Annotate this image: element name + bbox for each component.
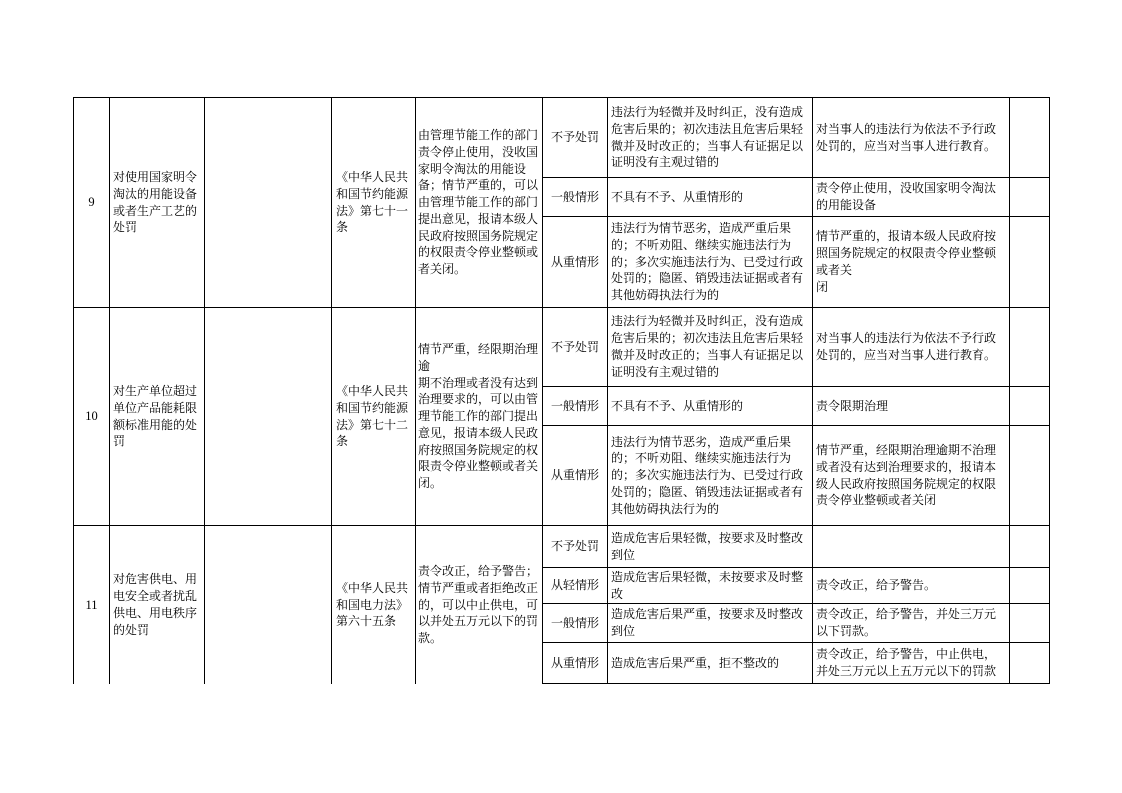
violation-item: 对危害供电、用 电安全或者扰乱 供电、用电秩序 的处罚 [110,526,205,684]
circumstance-level: 不予处罚 [543,526,608,568]
remarks-cell [1010,643,1050,684]
circumstance-level: 一般情形 [543,178,608,217]
penalty-provision: 由管理节能工作的部门 责令停止使用，没收国 家明令淘汰的用能设 备；情节严重的，可以 由管理节能工作的部门 提出意见，报请本级人 民政府按照国务院规定 的权限责令停业整顿或 者关闭。 [416,98,543,308]
remarks-cell [1010,178,1050,217]
penalty-provision: 责令改正，给予警告； 情节严重或者拒绝改正 的，可以中止供电，可 以并处五万元以下的罚 款。 [416,526,543,684]
penalty-standard: 责令限期治理 [813,387,1010,426]
penalty-standard: 对当事人的违法行为依法不予行政 处罚的，应当对当事人进行教育。 [813,98,1010,178]
empty-cell [205,526,332,684]
applicable-conditions: 造成危害后果严重，按要求及时整改 到位 [608,604,813,643]
penalty-standard: 责令改正，给予警告。 [813,568,1010,604]
penalty-standard: 责令改正，给予警告，中止供电， 并处三万元以上五万元以下的罚款 [813,643,1010,684]
penalty-standard [813,526,1010,568]
item-number: 10 [74,308,110,526]
circumstance-level: 从重情形 [543,643,608,684]
applicable-conditions: 造成危害后果轻微，未按要求及时整 改 [608,568,813,604]
remarks-cell [1010,308,1050,387]
applicable-conditions: 造成危害后果轻微，按要求及时整改 到位 [608,526,813,568]
remarks-cell [1010,604,1050,643]
penalty-standard: 责令停止使用，没收国家明令淘汰 的用能设备 [813,178,1010,217]
applicable-conditions: 违法行为轻微并及时纠正，没有造成 危害后果的；初次违法且危害后果轻 微并及时改正的；当事人有证据足以 证明没有主观过错的 [608,308,813,387]
circumstance-level: 从轻情形 [543,568,608,604]
violation-item: 对使用国家明令 淘汰的用能设备 或者生产工艺的 处罚 [110,98,205,308]
circumstance-level: 从重情形 [543,426,608,526]
applicable-conditions: 造成危害后果严重，拒不整改的 [608,643,813,684]
applicable-conditions: 不具有不予、从重情形的 [608,387,813,426]
penalty-standard: 情节严重，经限期治理逾期不治理 或者没有达到治理要求的，报请本 级人民政府按照国务院规定的权限 责令停业整顿或者关闭 [813,426,1010,526]
applicable-conditions: 违法行为情节恶劣，造成严重后果 的；不听劝阻、继续实施违法行为 的；多次实施违法行为、已受过行政 处罚的；隐匿、销毁违法证据或者有 其他妨碍执法行为的 [608,217,813,308]
applicable-conditions: 违法行为情节恶劣，造成严重后果 的；不听劝阻、继续实施违法行为 的；多次实施违法行为、已受过行政 处罚的；隐匿、销毁违法证据或者有 其他妨碍执法行为的 [608,426,813,526]
empty-cell [205,98,332,308]
legal-basis: 《中华人民共 和国电力法》 第六十五条 [332,526,416,684]
circumstance-level: 不予处罚 [543,308,608,387]
remarks-cell [1010,98,1050,178]
remarks-cell [1010,387,1050,426]
remarks-cell [1010,526,1050,568]
circumstance-level: 一般情形 [543,387,608,426]
remarks-cell [1010,426,1050,526]
circumstance-level: 从重情形 [543,217,608,308]
circumstance-level: 一般情形 [543,604,608,643]
empty-cell [205,308,332,526]
item-number: 9 [74,98,110,308]
applicable-conditions: 违法行为轻微并及时纠正，没有造成 危害后果的；初次违法且危害后果轻 微并及时改正的；当事人有证据足以 证明没有主观过错的 [608,98,813,178]
legal-basis: 《中华人民共 和国节约能源 法》第七十二 条 [332,308,416,526]
penalty-standard: 责令改正，给予警告，并处三万元 以下罚款。 [813,604,1010,643]
legal-basis: 《中华人民共 和国节约能源 法》第七十一 条 [332,98,416,308]
item-number: 11 [74,526,110,684]
remarks-cell [1010,568,1050,604]
circumstance-level: 不予处罚 [543,98,608,178]
applicable-conditions: 不具有不予、从重情形的 [608,178,813,217]
penalty-standard: 对当事人的违法行为依法不予行政 处罚的，应当对当事人进行教育。 [813,308,1010,387]
penalty-standard: 情节严重的，报请本级人民政府按 照国务院规定的权限责令停业整顿 或者关 闭 [813,217,1010,308]
remarks-cell [1010,217,1050,308]
penalty-discretion-table [73,97,1050,684]
penalty-provision: 情节严重，经限期治理 逾 期不治理或者没有达到 治理要求的，可以由管 理节能工作的部门提出 意见，报请本级人民政 府按照国务院规定的权 限责令停业整顿或者关 闭。 [416,308,543,526]
violation-item: 对生产单位超过 单位产品能耗限 额标准用能的处 罚 [110,308,205,526]
